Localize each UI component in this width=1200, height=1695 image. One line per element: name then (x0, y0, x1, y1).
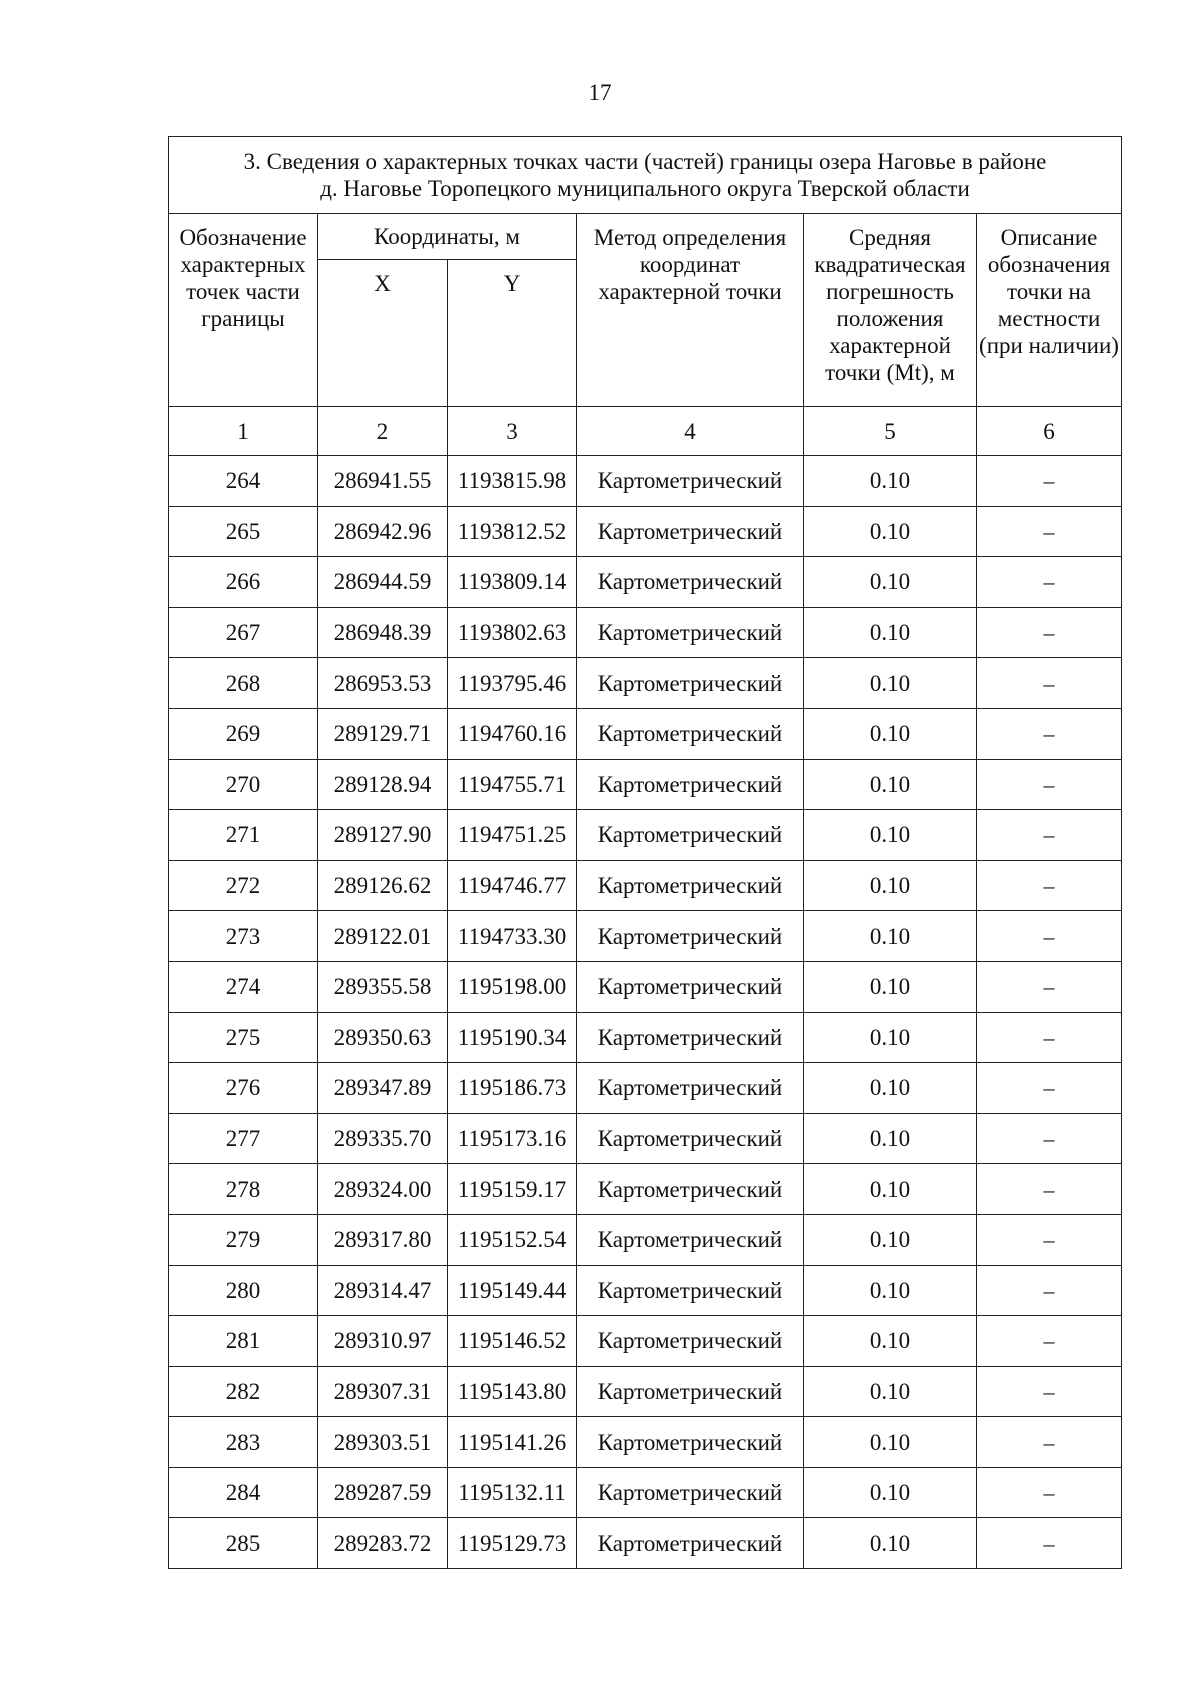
x-coordinate-cell: 289314.47 (318, 1265, 448, 1316)
x-coordinate-cell: 286944.59 (318, 557, 448, 608)
column-number: 4 (577, 407, 804, 456)
column-number: 6 (977, 407, 1122, 456)
column-numbers-row (169, 407, 1122, 456)
method-cell: Картометрический (577, 911, 804, 962)
error-cell: 0.10 (804, 1316, 977, 1367)
y-coordinate-cell: 1195190.34 (448, 1012, 577, 1063)
description-cell: – (977, 1164, 1122, 1215)
table-row (169, 810, 1122, 861)
method-cell: Картометрический (577, 1164, 804, 1215)
method-cell: Картометрический (577, 1012, 804, 1063)
header-description: Описание обозначения точки на местности (при наличии) (977, 214, 1122, 407)
x-coordinate-cell: 289127.90 (318, 810, 448, 861)
error-cell: 0.10 (804, 1164, 977, 1215)
header-x: X (318, 260, 448, 407)
method-cell: Картометрический (577, 708, 804, 759)
y-coordinate-cell: 1195141.26 (448, 1417, 577, 1468)
y-coordinate-cell: 1193809.14 (448, 557, 577, 608)
boundary-points-table (168, 136, 1122, 1569)
column-number: 3 (448, 407, 577, 456)
column-number: 5 (804, 407, 977, 456)
table-row (169, 911, 1122, 962)
table-row (169, 1417, 1122, 1468)
method-cell: Картометрический (577, 1467, 804, 1518)
method-cell: Картометрический (577, 658, 804, 709)
point-id-cell: 277 (169, 1113, 318, 1164)
error-cell: 0.10 (804, 759, 977, 810)
error-cell: 0.10 (804, 911, 977, 962)
description-cell: – (977, 860, 1122, 911)
error-cell: 0.10 (804, 1366, 977, 1417)
point-id-cell: 274 (169, 961, 318, 1012)
table-row (169, 1113, 1122, 1164)
point-id-cell: 266 (169, 557, 318, 608)
x-coordinate-cell: 289324.00 (318, 1164, 448, 1215)
column-number: 1 (169, 407, 318, 456)
x-coordinate-cell: 286941.55 (318, 456, 448, 507)
table-row (169, 1012, 1122, 1063)
error-cell: 0.10 (804, 1518, 977, 1569)
point-id-cell: 283 (169, 1417, 318, 1468)
description-cell: – (977, 506, 1122, 557)
table-row (169, 708, 1122, 759)
y-coordinate-cell: 1193795.46 (448, 658, 577, 709)
point-id-cell: 285 (169, 1518, 318, 1569)
x-coordinate-cell: 289128.94 (318, 759, 448, 810)
method-cell: Картометрический (577, 1265, 804, 1316)
error-cell: 0.10 (804, 658, 977, 709)
method-cell: Картометрический (577, 557, 804, 608)
error-cell: 0.10 (804, 961, 977, 1012)
description-cell: – (977, 1366, 1122, 1417)
point-id-cell: 284 (169, 1467, 318, 1518)
y-coordinate-cell: 1195198.00 (448, 961, 577, 1012)
description-cell: – (977, 607, 1122, 658)
method-cell: Картометрический (577, 607, 804, 658)
error-cell: 0.10 (804, 1063, 977, 1114)
x-coordinate-cell: 289283.72 (318, 1518, 448, 1569)
description-cell: – (977, 961, 1122, 1012)
section-title (169, 137, 1122, 214)
point-id-cell: 271 (169, 810, 318, 861)
error-cell: 0.10 (804, 860, 977, 911)
point-id-cell: 267 (169, 607, 318, 658)
description-cell: – (977, 911, 1122, 962)
header-coordinates: Координаты, м (318, 214, 577, 260)
point-id-cell: 268 (169, 658, 318, 709)
x-coordinate-cell: 289355.58 (318, 961, 448, 1012)
point-id-cell: 276 (169, 1063, 318, 1114)
table-row (169, 1214, 1122, 1265)
error-cell: 0.10 (804, 810, 977, 861)
error-cell: 0.10 (804, 557, 977, 608)
table-row (169, 506, 1122, 557)
column-number: 2 (318, 407, 448, 456)
x-coordinate-cell: 286942.96 (318, 506, 448, 557)
header-designation: Обозначение характерных точек части границы (169, 214, 318, 407)
table-row (169, 1316, 1122, 1367)
point-id-cell: 278 (169, 1164, 318, 1215)
y-coordinate-cell: 1195149.44 (448, 1265, 577, 1316)
description-cell: – (977, 1265, 1122, 1316)
point-id-cell: 282 (169, 1366, 318, 1417)
x-coordinate-cell: 286953.53 (318, 658, 448, 709)
description-cell: – (977, 557, 1122, 608)
x-coordinate-cell: 289307.31 (318, 1366, 448, 1417)
description-cell: – (977, 708, 1122, 759)
method-cell: Картометрический (577, 1316, 804, 1367)
description-cell: – (977, 1316, 1122, 1367)
y-coordinate-cell: 1195132.11 (448, 1467, 577, 1518)
error-cell: 0.10 (804, 1265, 977, 1316)
point-id-cell: 270 (169, 759, 318, 810)
point-id-cell: 264 (169, 456, 318, 507)
x-coordinate-cell: 289122.01 (318, 911, 448, 962)
y-coordinate-cell: 1195146.52 (448, 1316, 577, 1367)
method-cell: Картометрический (577, 1113, 804, 1164)
x-coordinate-cell: 289126.62 (318, 860, 448, 911)
point-id-cell: 273 (169, 911, 318, 962)
point-id-cell: 272 (169, 860, 318, 911)
y-coordinate-cell: 1195152.54 (448, 1214, 577, 1265)
table-row (169, 961, 1122, 1012)
y-coordinate-cell: 1194751.25 (448, 810, 577, 861)
description-cell: – (977, 759, 1122, 810)
method-cell: Картометрический (577, 1518, 804, 1569)
y-coordinate-cell: 1195186.73 (448, 1063, 577, 1114)
point-id-cell: 269 (169, 708, 318, 759)
x-coordinate-cell: 289335.70 (318, 1113, 448, 1164)
method-cell: Картометрический (577, 456, 804, 507)
description-cell: – (977, 1518, 1122, 1569)
error-cell: 0.10 (804, 1214, 977, 1265)
table-row (169, 1265, 1122, 1316)
x-coordinate-cell: 289350.63 (318, 1012, 448, 1063)
description-cell: – (977, 1214, 1122, 1265)
header-y: Y (448, 260, 577, 407)
page-number: 17 (588, 80, 612, 105)
description-cell: – (977, 1467, 1122, 1518)
method-cell: Картометрический (577, 1063, 804, 1114)
method-cell: Картометрический (577, 810, 804, 861)
section-title-line2: д. Наговье Торопецкого муниципального округа Тверской области (320, 176, 970, 201)
y-coordinate-cell: 1193815.98 (448, 456, 577, 507)
y-coordinate-cell: 1195159.17 (448, 1164, 577, 1215)
table-row (169, 456, 1122, 507)
method-cell: Картометрический (577, 860, 804, 911)
description-cell: – (977, 810, 1122, 861)
description-cell: – (977, 658, 1122, 709)
x-coordinate-cell: 286948.39 (318, 607, 448, 658)
method-cell: Картометрический (577, 961, 804, 1012)
y-coordinate-cell: 1193812.52 (448, 506, 577, 557)
y-coordinate-cell: 1193802.63 (448, 607, 577, 658)
y-coordinate-cell: 1195143.80 (448, 1366, 577, 1417)
method-cell: Картометрический (577, 1417, 804, 1468)
y-coordinate-cell: 1194755.71 (448, 759, 577, 810)
table-row (169, 1467, 1122, 1518)
table-row (169, 1518, 1122, 1569)
method-cell: Картометрический (577, 1214, 804, 1265)
point-id-cell: 275 (169, 1012, 318, 1063)
x-coordinate-cell: 289310.97 (318, 1316, 448, 1367)
description-cell: – (977, 1417, 1122, 1468)
table-row (169, 1164, 1122, 1215)
table-body (169, 456, 1122, 1569)
table-row (169, 658, 1122, 709)
error-cell: 0.10 (804, 506, 977, 557)
point-id-cell: 281 (169, 1316, 318, 1367)
table-row (169, 607, 1122, 658)
method-cell: Картометрический (577, 759, 804, 810)
error-cell: 0.10 (804, 607, 977, 658)
method-cell: Картометрический (577, 506, 804, 557)
table-row (169, 1063, 1122, 1114)
x-coordinate-cell: 289317.80 (318, 1214, 448, 1265)
description-cell: – (977, 1113, 1122, 1164)
error-cell: 0.10 (804, 1467, 977, 1518)
point-id-cell: 265 (169, 506, 318, 557)
error-cell: 0.10 (804, 1113, 977, 1164)
y-coordinate-cell: 1194733.30 (448, 911, 577, 962)
y-coordinate-cell: 1194760.16 (448, 708, 577, 759)
y-coordinate-cell: 1194746.77 (448, 860, 577, 911)
x-coordinate-cell: 289347.89 (318, 1063, 448, 1114)
description-cell: – (977, 1063, 1122, 1114)
method-cell: Картометрический (577, 1366, 804, 1417)
table-row (169, 860, 1122, 911)
error-cell: 0.10 (804, 1417, 977, 1468)
description-cell: – (977, 1012, 1122, 1063)
point-id-cell: 279 (169, 1214, 318, 1265)
description-cell: – (977, 456, 1122, 507)
error-cell: 0.10 (804, 1012, 977, 1063)
y-coordinate-cell: 1195173.16 (448, 1113, 577, 1164)
x-coordinate-cell: 289303.51 (318, 1417, 448, 1468)
section-title-line1: 3. Сведения о характерных точках части (частей) границы озера Наговье в районе (243, 149, 1047, 174)
table-row (169, 759, 1122, 810)
header-error: Средняя квадратическая погрешность положения характерной точки (Mt), м (804, 214, 977, 407)
x-coordinate-cell: 289129.71 (318, 708, 448, 759)
table-row (169, 557, 1122, 608)
table-row (169, 1366, 1122, 1417)
header-method: Метод определения координат характерной точки (577, 214, 804, 407)
x-coordinate-cell: 289287.59 (318, 1467, 448, 1518)
error-cell: 0.10 (804, 456, 977, 507)
point-id-cell: 280 (169, 1265, 318, 1316)
y-coordinate-cell: 1195129.73 (448, 1518, 577, 1569)
error-cell: 0.10 (804, 708, 977, 759)
